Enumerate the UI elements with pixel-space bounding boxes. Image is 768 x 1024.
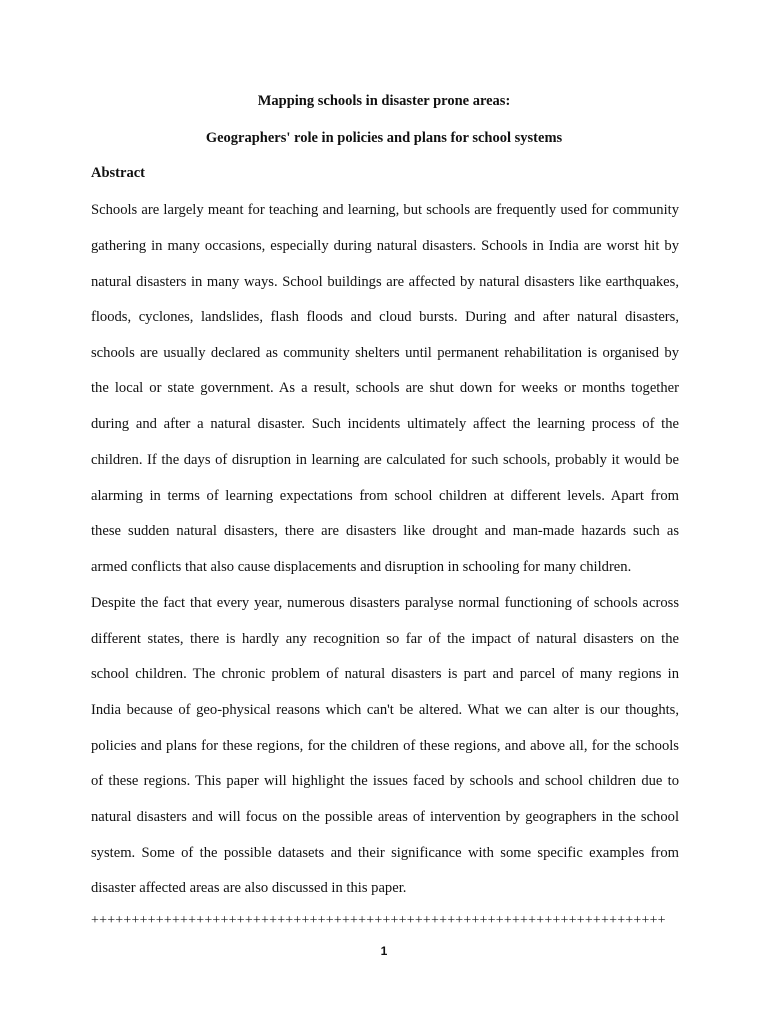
abstract-line: gathering in many occasions, especially during natural disasters. Schools in India are worst hit by [91, 238, 679, 254]
abstract-line: alarming in terms of learning expectations from school children at different levels. Apart from [91, 488, 679, 504]
abstract-line: during and after a natural disaster. Such incidents ultimately affect the learning process of the [91, 416, 679, 432]
abstract-line: system. Some of the possible datasets and their significance with some specific examples from [91, 845, 679, 861]
abstract-heading: Abstract [91, 165, 145, 181]
abstract-line: these sudden natural disasters, there are disasters like drought and man-made hazards such as [91, 523, 679, 539]
abstract-line: the local or state government. As a result, schools are shut down for weeks or months together [91, 380, 679, 396]
abstract-line: disaster affected areas are also discussed in this paper. [91, 880, 407, 896]
abstract-line: natural disasters in many ways. School buildings are affected by natural disasters like earthquakes, [91, 274, 679, 290]
abstract-line: natural disasters and will focus on the possible areas of intervention by geographers in the school [91, 809, 679, 825]
abstract-line: armed conflicts that also cause displacements and disruption in schooling for many children. [91, 559, 632, 575]
abstract-line: Despite the fact that every year, numerous disasters paralyse normal functioning of schools across [91, 595, 679, 611]
abstract-line: children. If the days of disruption in learning are calculated for such schools, probably it would be [91, 452, 679, 468]
abstract-line: of these regions. This paper will highlight the issues faced by schools and school children due to [91, 773, 679, 789]
separator-line: +++++++++++++++++++++++++++++++++++++++++++++++++++++++++++++++++++++++ [91, 913, 666, 928]
abstract-line: India because of geo-physical reasons which can't be altered. What we can alter is our thoughts, [91, 702, 679, 718]
page-number: 1 [380, 944, 388, 958]
abstract-line: policies and plans for these regions, for the children of these regions, and above all, for the schools [91, 738, 679, 754]
abstract-line: floods, cyclones, landslides, flash floods and cloud bursts. During and after natural disasters, [91, 309, 679, 325]
abstract-line: different states, there is hardly any recognition so far of the impact of natural disasters on the [91, 631, 679, 647]
paper-subtitle: Geographers' role in policies and plans for school systems [205, 130, 563, 146]
abstract-line: school children. The chronic problem of natural disasters is part and parcel of many regions in [91, 666, 679, 682]
abstract-line: Schools are largely meant for teaching and learning, but schools are frequently used for community [91, 202, 679, 218]
abstract-line: schools are usually declared as community shelters until permanent rehabilitation is organised by [91, 345, 679, 361]
paper-title: Mapping schools in disaster prone areas: [257, 93, 511, 109]
